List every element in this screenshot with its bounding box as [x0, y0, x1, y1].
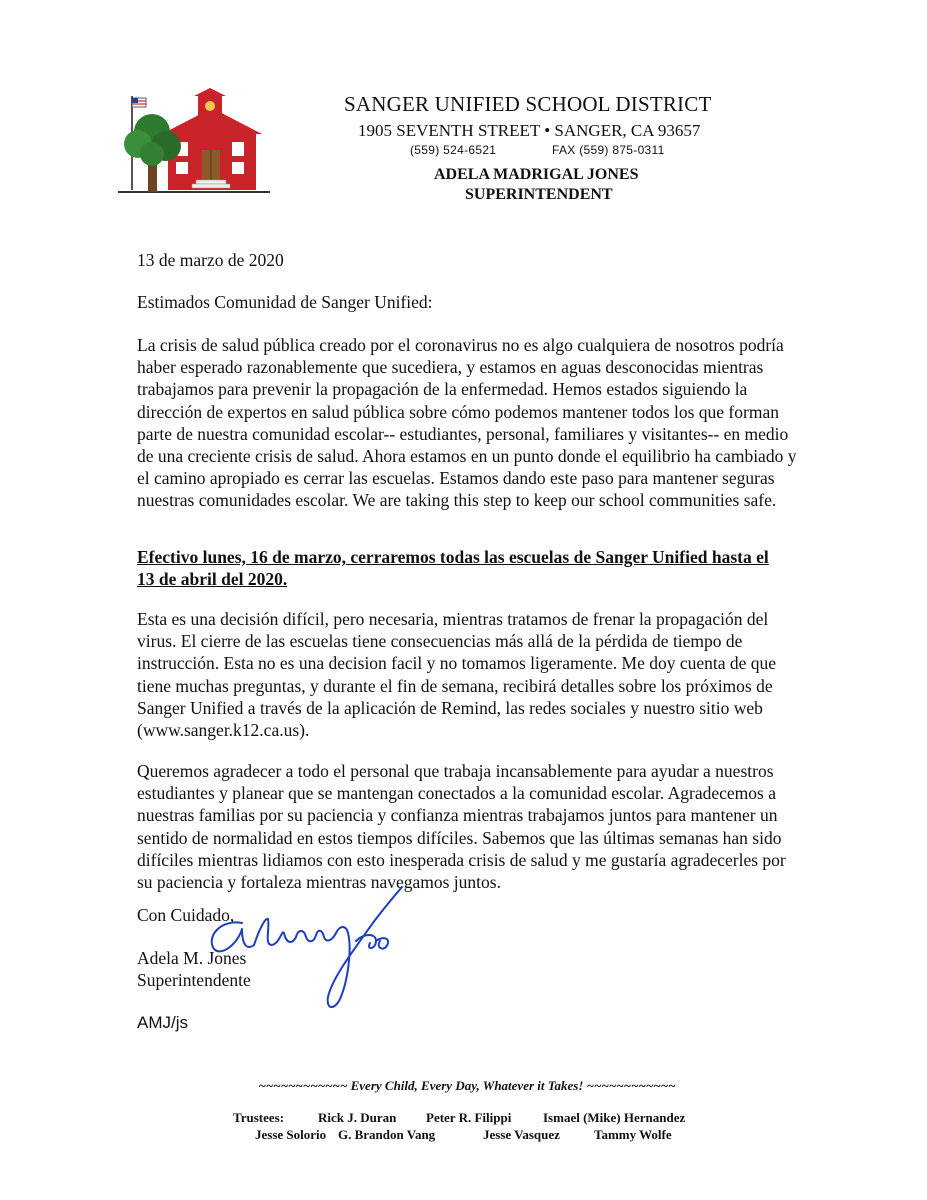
signer-title: Superintendente: [137, 970, 251, 990]
trustee-name: G. Brandon Vang: [338, 1127, 436, 1142]
district-name: SANGER UNIFIED SCHOOL DISTRICT: [344, 92, 712, 116]
letter-paragraph-2: Esta es una decisión difícil, pero necesaria, mientras tratamos de frenar la propagación del virus. El cierre de las escuelas tiene consecuencias más allá de la pérdida de tiempo de instrucción. Esta no es una decision facil y no tomamos ligeramente. Me doy cuenta de que tiene muchas preguntas, y durante el fin de semana, recibirá detalles sobre los próximos de Sanger Unified a través de la aplicación de Remind, las redes sociales y nuestro sitio web (www.sanger.k12.ca.us).: [137, 609, 777, 741]
closure-notice: Efectivo lunes, 16 de marzo, cerraremos todas las escuelas de Sanger Unified hasta el 13 de abril del 2020.: [137, 547, 769, 590]
trustee-name: Jesse Solorio: [255, 1127, 327, 1142]
trustee-name: Peter R. Filippi: [426, 1110, 512, 1125]
trustees-label: Trustees:: [233, 1110, 285, 1125]
trustee-name: Tammy Wolfe: [594, 1127, 672, 1142]
superintendent-name: ADELA MADRIGAL JONES: [434, 166, 639, 183]
schoolhouse-tree-flag-icon: [118, 88, 270, 200]
signer-name: Adela M. Jones: [137, 948, 247, 968]
district-phone: (559) 524-6521: [410, 143, 497, 157]
letter-closing: Con Cuidado,: [137, 905, 235, 925]
letter-paragraph-1: La crisis de salud pública creado por el coronavirus no es algo cualquiera de nosotros podría haber esperado razonablemente que sucediera, y estamos en aguas desconocidas mientras trabajamos para prevenir la propagación de la enfermedad. Hemos estados siguiendo la dirección de expertos en salud pública sobre cómo podemos mantener todos los que forman parte de nuestra comunidad escolar-- estudiantes, personal, familiares y visitantes-- en medio de una creciente crisis de salud. Ahora estamos en un punto donde el equilibrio ha cambiado y el camino apropiado es cerrar las escuelas. Estamos dando este paso para mantener seguras nuestras comunidades escolar. We are taking this step to keep our school communities safe.: [137, 335, 797, 511]
superintendent-title: SUPERINTENDENT: [465, 186, 613, 203]
trustee-name: Rick J. Duran: [318, 1110, 397, 1125]
district-fax: FAX (559) 875-0311: [552, 143, 665, 157]
trustee-name: Ismael (Mike) Hernandez: [543, 1110, 686, 1125]
district-address: 1905 SEVENTH STREET • SANGER, CA 93657: [358, 121, 701, 140]
letter-salutation: Estimados Comunidad de Sanger Unified:: [137, 292, 433, 312]
letter-initials: AMJ/js: [137, 1013, 188, 1032]
letter-paragraph-3: Queremos agradecer a todo el personal que trabaja incansablemente para ayudar a nuestros estudiantes y planear que se mantengan conectados a la comunidad escolar. Agradecemos a nuestras familias por su paciencia y confianza mientras trabajamos juntos para mantener un sentido de normalidad en estos tiempos difíciles. Sabemos que las últimas semanas han sido difíciles mientras lidiamos con esto inesperada crisis de salud y me gustaría agradecerles por su paciencia y fortaleza mientras navegamos juntos.: [137, 761, 786, 893]
letter-date: 13 de marzo de 2020: [137, 250, 284, 270]
district-motto: ~~~~~~~~~~~~ Every Child, Every Day, Whatever it Takes! ~~~~~~~~~~~~: [258, 1078, 676, 1093]
trustee-name: Jesse Vasquez: [483, 1127, 560, 1142]
handwritten-signature: [180, 885, 420, 1020]
